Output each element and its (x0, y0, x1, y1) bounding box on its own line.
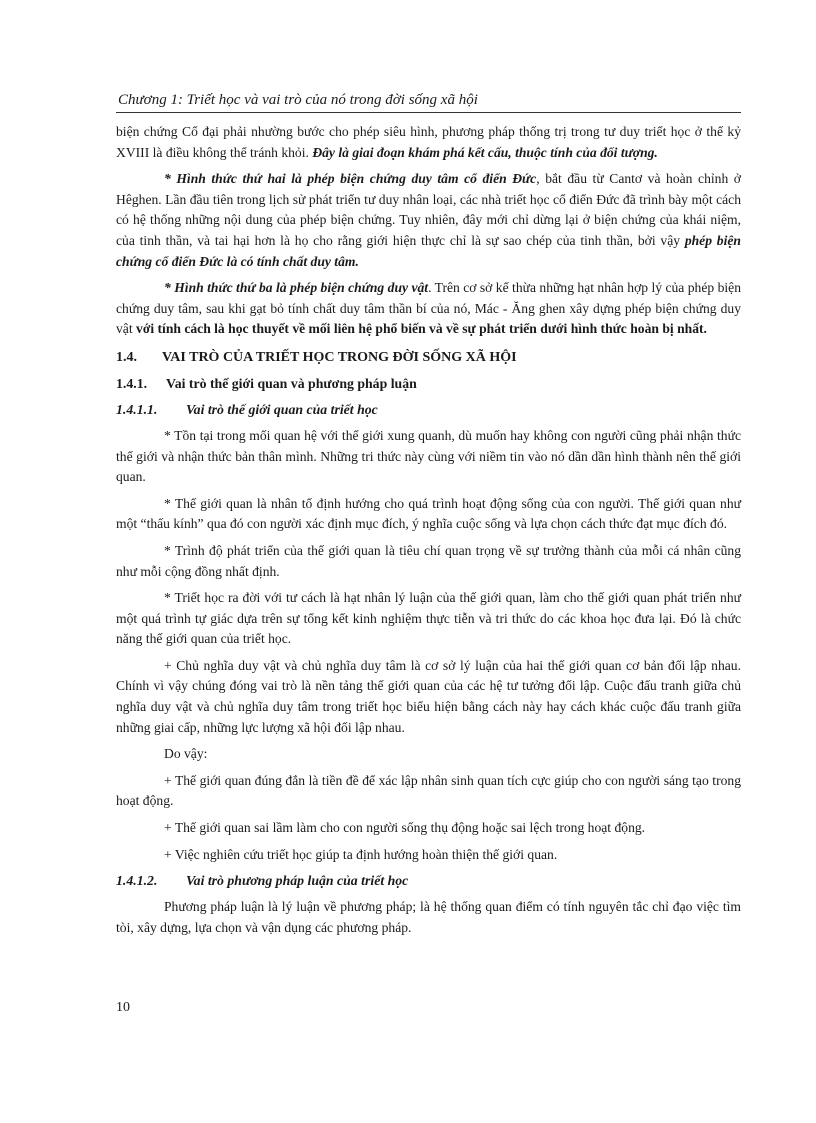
section-number: 1.4.1.1. (116, 401, 158, 417)
paragraph-materialist-dialectics (116, 278, 741, 340)
paragraph: + Việc nghiên cứu triết học giúp ta định hướng hoàn thiện thế giới quan. (164, 846, 558, 862)
emphasis-text: phép biện chứng cổ điển Đức là có tính chất duy tâm. (116, 232, 741, 269)
section-title: Vai trò thế giới quan của triết học (186, 401, 378, 417)
paragraph-dialectics-ancient (116, 122, 741, 163)
emphasis-text: Đây là giai đoạn khám phá kết cấu, thuộc tính của đối tượng. (312, 144, 658, 160)
section-heading-1-4 (116, 348, 741, 368)
lead-text: * Hình thức thứ hai là phép biện chứng duy tâm cổ điển Đức (164, 171, 537, 187)
lead-text: * Hình thức thứ ba là phép biện chứng duy vật (164, 280, 429, 296)
section-number: 1.4. (116, 349, 137, 365)
paragraph: * Tồn tại trong mối quan hệ với thế giới xung quanh, dù muốn hay không con người cũng phải nhận thức thế giới và nhận thức bản thân mình. Những tri thức này cùng với niềm tin vào nó dần dần hình thành nên thế giới quan. (116, 427, 741, 485)
section-number: 1.4.1. (116, 375, 148, 391)
paragraph-text: , bắt đầu từ Cantơ và hoàn chỉnh ở Hêghen. Lần đầu tiên trong lịch sử phát triển tư duy nhân loại, các nhà triết học cổ điển Đức đã trình bày một cách có hệ thống những nội dung của phép biện chứng. Tuy nhiên, đây mới chỉ dừng lại ở biện chứng của khái niệm, của tinh thần, và tai hại hơn là họ cho rằng giới hiện thực chỉ là sự sao chép của tinh thần, bởi vậy (116, 171, 741, 248)
section-heading-1-4-1 (116, 374, 741, 394)
paragraph: * Thế giới quan là nhân tố định hướng cho quá trình hoạt động sống của con người. Thế giới quan như một “thấu kính” qua đó con người xác định mục đích, ý nghĩa cuộc sống và lựa chọn cách thức đạt mục đích đó. (116, 495, 741, 532)
page-content (116, 88, 741, 944)
paragraph: + Thế giới quan đúng đắn là tiền đề để xác lập nhân sinh quan tích cực giúp cho con người sáng tạo trong hoạt động. (116, 772, 741, 809)
document-body (116, 122, 741, 938)
section-title: VAI TRÒ CỦA TRIẾT HỌC TRONG ĐỜI SỐNG XÃ HỘI (162, 349, 517, 365)
paragraph: Phương pháp luận là lý luận về phương pháp; là hệ thống quan điểm có tính nguyên tắc chỉ đạo việc tìm tòi, xây dựng, lựa chọn và vận dụng các phương pháp. (116, 899, 741, 935)
emphasis-text: với tính cách là học thuyết về mối liên hệ phổ biến và về sự phát triển dưới hình thức hoàn bị nhất. (136, 321, 707, 337)
section-number: 1.4.1.2. (116, 873, 158, 889)
paragraph: + Thế giới quan sai lầm làm cho con người sống thụ động hoặc sai lệch trong hoạt động. (164, 820, 646, 836)
paragraph: + Chủ nghĩa duy vật và chủ nghĩa duy tâm là cơ sở lý luận của hai thế giới quan cơ bản đối lập nhau. Chính vì vậy chúng đóng vai trò là nền tảng thế giới quan của các hệ tư tưởng đối lập. Cuộc đấu tranh giữa chủ nghĩa duy vật và chủ nghĩa duy tâm trong triết học biểu hiện bằng cách này hay cách khác cuộc đấu tranh giữa những giai cấp, những lực lượng xã hội đối lập nhau. (116, 657, 741, 735)
page-number: 10 (116, 1000, 130, 1015)
paragraph-german-dialectics (116, 169, 741, 272)
running-header: Chương 1: Triết học và vai trò của nó trong đời sống xã hội (116, 88, 741, 113)
section-title: Vai trò thế giới quan và phương pháp luận (166, 375, 417, 391)
paragraph-text: biện chứng Cổ đại phải nhường bước cho phép siêu hình, phương pháp thống trị trong tư duy triết học ở thế kỷ XVIII là điều không thể tránh khỏi. (116, 124, 741, 160)
paragraph-text: . Trên cơ sở kế thừa những hạt nhân hợp lý của phép biện chứng duy tâm, sau khi gạt bỏ tính chất duy tâm thần bí của nó, Mác - Ăng ghen xây dựng phép biện chứng duy vật (116, 280, 741, 337)
paragraph: * Trình độ phát triển của thế giới quan là tiêu chí quan trọng về sự trưởng thành của mỗi cá nhân cũng như mỗi cộng đồng nhất định. (116, 542, 741, 579)
paragraph: Do vậy: (164, 746, 208, 762)
section-heading-1-4-1-1 (116, 400, 741, 420)
section-title: Vai trò phương pháp luận của triết học (186, 873, 409, 889)
section-heading-1-4-1-2 (116, 871, 741, 891)
paragraph: * Triết học ra đời với tư cách là hạt nhân lý luận của thế giới quan, làm cho thế giới quan phát triển như một quá trình tự giác dựa trên sự tổng kết kinh nghiệm thực tiễn và tri thức do các khoa học đưa lại. Đó là chức năng thế giới quan của triết học. (116, 590, 741, 647)
